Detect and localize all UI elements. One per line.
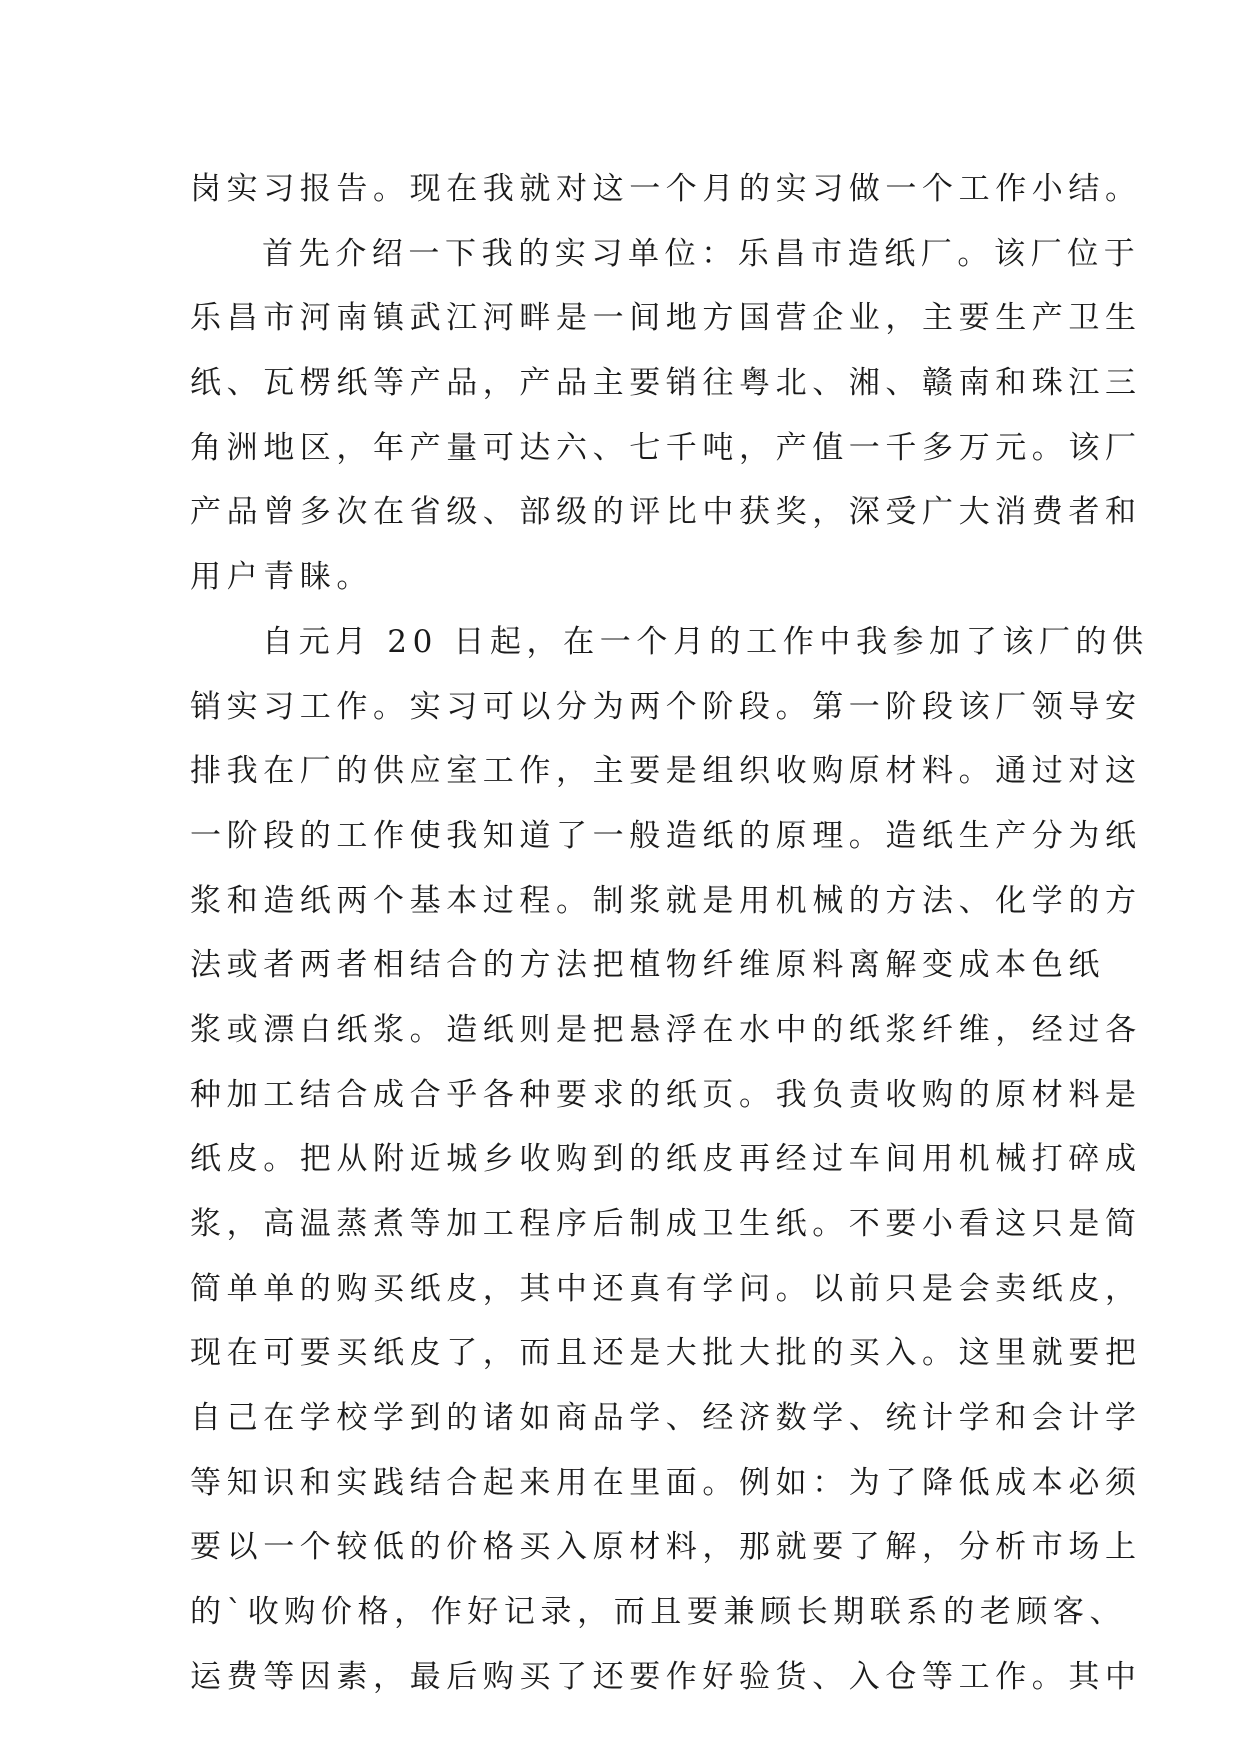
text-line: 角洲地区，年产量可达六、七千吨，产值一千多万元。该厂	[190, 429, 1142, 466]
text-line: 纸皮。把从附近城乡收购到的纸皮再经过车间用机械打碎成	[190, 1141, 1142, 1178]
paragraph-3	[190, 610, 1149, 1710]
text-line: 产品曾多次在省级、部级的评比中获奖，深受广大消费者和	[190, 494, 1142, 531]
text-line: 销实习工作。实习可以分为两个阶段。第一阶段该厂领导安	[190, 688, 1142, 725]
paragraph-1	[190, 157, 1142, 222]
text-line: 等知识和实践结合起来用在里面。例如：为了降低成本必须	[190, 1464, 1142, 1501]
text-line: 浆，高温蒸煮等加工程序后制成卫生纸。不要小看这只是简	[190, 1206, 1142, 1242]
text-line: 纸、瓦楞纸等产品，产品主要销往粤北、湘、赣南和珠江三	[190, 365, 1142, 402]
text-line: 法或者两者相结合的方法把植物纤维原料离解变成本色纸	[190, 947, 1105, 984]
text-line: 首先介绍一下我的实习单位：乐昌市造纸厂。该厂位于	[262, 235, 1141, 272]
text-line: 的`收购价格，作好记录，而且要兼顾长期联系的老顾客、	[190, 1594, 1127, 1631]
text-line: 现在可要买纸皮了，而且还是大批大批的买入。这里就要把	[190, 1335, 1142, 1372]
text-line: 用户青睐。	[190, 559, 373, 596]
text-line: 自元月 20 日起，在一个月的工作中我参加了该厂的供	[262, 623, 1149, 660]
body-text	[190, 157, 1149, 1710]
text-line: 岗实习报告。现在我就对这一个月的实习做一个工作小结。	[190, 171, 1142, 207]
text-line: 自己在学校学到的诸如商品学、经济数学、统计学和会计学	[190, 1400, 1142, 1437]
text-line: 浆或漂白纸浆。造纸则是把悬浮在水中的纸浆纤维，经过各	[190, 1011, 1142, 1048]
text-line: 排我在厂的供应室工作，主要是组织收购原材料。通过对这	[190, 753, 1142, 790]
text-line: 种加工结合成合乎各种要求的纸页。我负责收购的原材料是	[190, 1076, 1142, 1113]
text-line: 要以一个较低的价格买入原材料，那就要了解，分析市场上	[190, 1529, 1142, 1566]
paragraph-2	[190, 222, 1142, 610]
text-line: 乐昌市河南镇武江河畔是一间地方国营企业，主要生产卫生	[190, 300, 1142, 337]
text-line: 简单单的购买纸皮，其中还真有学问。以前只是会卖纸皮，	[190, 1270, 1142, 1307]
text-line: 运费等因素，最后购买了还要作好验货、入仓等工作。其中	[190, 1658, 1142, 1695]
text-line: 一阶段的工作使我知道了一般造纸的原理。造纸生产分为纸	[190, 817, 1142, 854]
text-line: 浆和造纸两个基本过程。制浆就是用机械的方法、化学的方	[190, 882, 1142, 919]
